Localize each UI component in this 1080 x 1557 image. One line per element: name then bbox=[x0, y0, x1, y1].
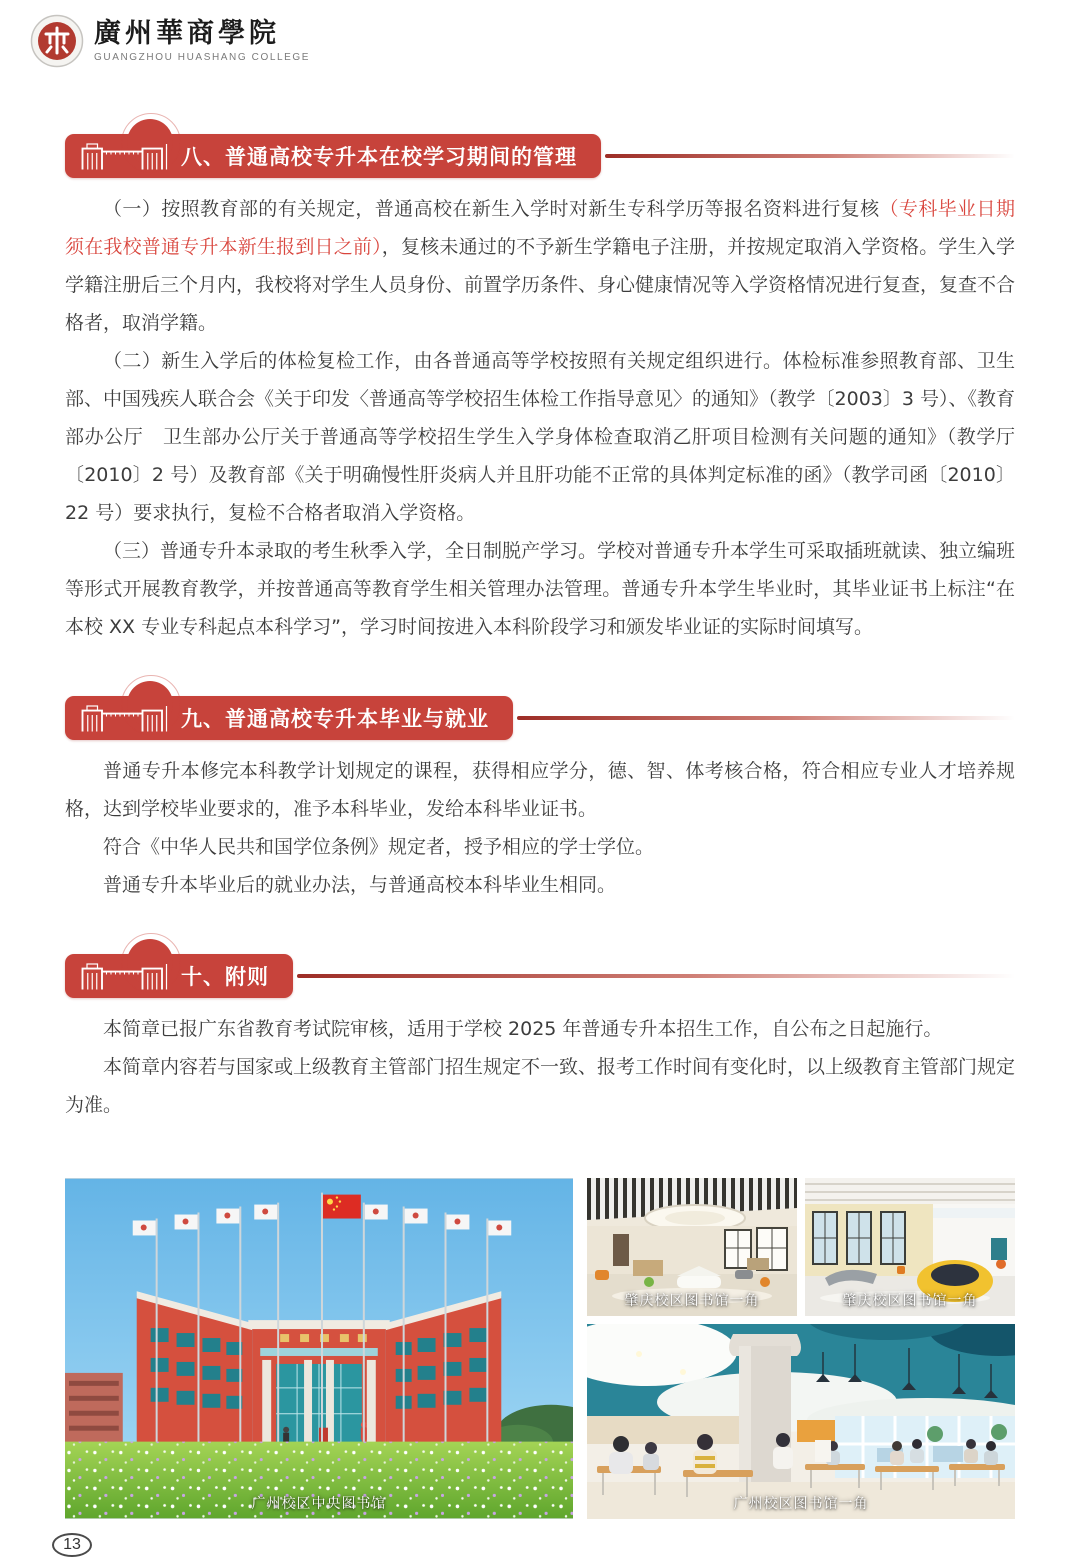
text-run: （二）新生入学后的体检复检工作，由各普通高等学校按照有关规定组织进行。体检标准参照教育部、卫生部、中国残疾人联合会《关于印发〈普通高等学校招生体检工作指导意见〉的通知》（教学〔2003〕3 号）、《教育部办公厅 卫生部办公厅关于普通高等学校招生学生入学身体检查取消乙肝项目检测有关问题的通知》（教学厅〔2010〕2 号）及教育部《关于明确慢性肝炎病人并且肝功能不正常的具体判定标准的函》（教学司函〔2010〕22 号）要求执行，复检不合格者取消入学资格。 bbox=[65, 350, 1015, 524]
section-10 bbox=[65, 954, 1015, 1124]
photo-central-library bbox=[65, 1178, 573, 1519]
text-run: 符合《中华人民共和国学位条例》规定者，授予相应的学士学位。 bbox=[103, 836, 655, 858]
text-run: （一）按照教育部的有关规定，普通高校在新生入学时对新生专科学历等报名资料进行复核 bbox=[103, 198, 880, 220]
page-header bbox=[0, 0, 1080, 78]
gate-icon bbox=[77, 961, 169, 991]
section-title-10: 十、附则 bbox=[181, 965, 269, 989]
section-8 bbox=[65, 134, 1015, 646]
text-run: 本简章已报广东省教育考试院审核，适用于学校 2025 年普通专升本招生工作，自公布之日起施行。 bbox=[103, 1018, 943, 1040]
guangzhou-library-illustration bbox=[587, 1324, 1015, 1519]
sections-container bbox=[65, 134, 1015, 1124]
school-seal-icon bbox=[30, 14, 84, 68]
page-number: 13 bbox=[52, 1533, 92, 1557]
photo-caption: 肇庆校区图书馆一角 bbox=[842, 1292, 978, 1308]
school-name-en: GUANGZHOU HUASHANG COLLEGE bbox=[94, 51, 311, 63]
photo-caption: 广州校区图书馆一角 bbox=[733, 1495, 869, 1511]
school-name-cn: 廣州華商學院 bbox=[94, 18, 280, 50]
photo-caption: 肇庆校区图书馆一角 bbox=[624, 1292, 760, 1308]
section-banner-8 bbox=[65, 134, 601, 178]
section-divider-line bbox=[605, 154, 1015, 158]
photo-guangzhou-library bbox=[587, 1324, 1015, 1519]
text-run: 本简章内容若与国家或上级教育主管部门招生规定不一致、报考工作时间有变化时，以上级教育主管部门规定为准。 bbox=[65, 1056, 1016, 1116]
text-run: （三）普通专升本录取的考生秋季入学，全日制脱产学习。学校对普通专升本学生可采取插班就读、独立编班等形式开展教育教学，并按普通高等教育学生相关管理办法管理。普通专升本学生毕业时，其毕业证书上标注“在本校 XX 专业专科起点本科学习”，学习时间按进入本科阶段学习和颁发毕业证的实际时间填写。 bbox=[65, 540, 1016, 638]
section-body-8 bbox=[65, 190, 1015, 646]
section-banner-9 bbox=[65, 696, 513, 740]
paragraph-10-1 bbox=[65, 1010, 1015, 1048]
paragraph-9-3 bbox=[65, 866, 1015, 904]
page-footer bbox=[52, 1533, 1080, 1557]
paragraph-8-1 bbox=[65, 190, 1015, 342]
document-body bbox=[0, 134, 1080, 1519]
text-run: 普通专升本毕业后的就业办法，与普通高校本科毕业生相同。 bbox=[103, 874, 617, 896]
text-run: ，复核未通过的不予新生学籍电子注册，并按规定取消入学资格。学生入学学籍注册后三个月内，我校将对学生人员身份、前置学历条件、身心健康情况等入学资格情况进行复查，复查不合格者，取消学籍。 bbox=[65, 236, 1016, 334]
section-header-9 bbox=[65, 696, 1015, 740]
section-title-9: 九、普通高校专升本毕业与就业 bbox=[181, 707, 489, 731]
gate-icon bbox=[77, 141, 169, 171]
photo-zhaoqing-library-1 bbox=[587, 1178, 797, 1316]
school-logo bbox=[30, 14, 1080, 68]
paragraph-9-2 bbox=[65, 828, 1015, 866]
section-body-10 bbox=[65, 1010, 1015, 1124]
photo-top-row bbox=[587, 1178, 1015, 1316]
text-run: 普通专升本修完本科教学计划规定的课程，获得相应学分，德、智、体考核合格，符合相应专业人才培养规格，达到学校毕业要求的，准予本科毕业，发给本科毕业证书。 bbox=[65, 760, 1015, 820]
section-banner-10 bbox=[65, 954, 293, 998]
paragraph-10-2 bbox=[65, 1048, 1015, 1124]
photo-right-column bbox=[587, 1178, 1015, 1519]
section-header-8 bbox=[65, 134, 1015, 178]
photo-caption: 广州校区中央图书馆 bbox=[251, 1495, 387, 1511]
campus-photo-grid bbox=[65, 1178, 1015, 1519]
section-9 bbox=[65, 696, 1015, 904]
photo-zhaoqing-library-2 bbox=[805, 1178, 1015, 1316]
section-header-10 bbox=[65, 954, 1015, 998]
paragraph-8-3 bbox=[65, 532, 1015, 646]
central-library-illustration bbox=[65, 1178, 573, 1519]
gate-icon bbox=[77, 703, 169, 733]
section-divider-line bbox=[297, 974, 1015, 978]
paragraph-8-2 bbox=[65, 342, 1015, 532]
section-divider-line bbox=[517, 716, 1015, 720]
section-title-8: 八、普通高校专升本在校学习期间的管理 bbox=[181, 145, 577, 169]
paragraph-9-1 bbox=[65, 752, 1015, 828]
highlighted-text: （专科毕业日期须在我校普通专升本新生报到日之前） bbox=[65, 198, 1015, 258]
section-body-9 bbox=[65, 752, 1015, 904]
